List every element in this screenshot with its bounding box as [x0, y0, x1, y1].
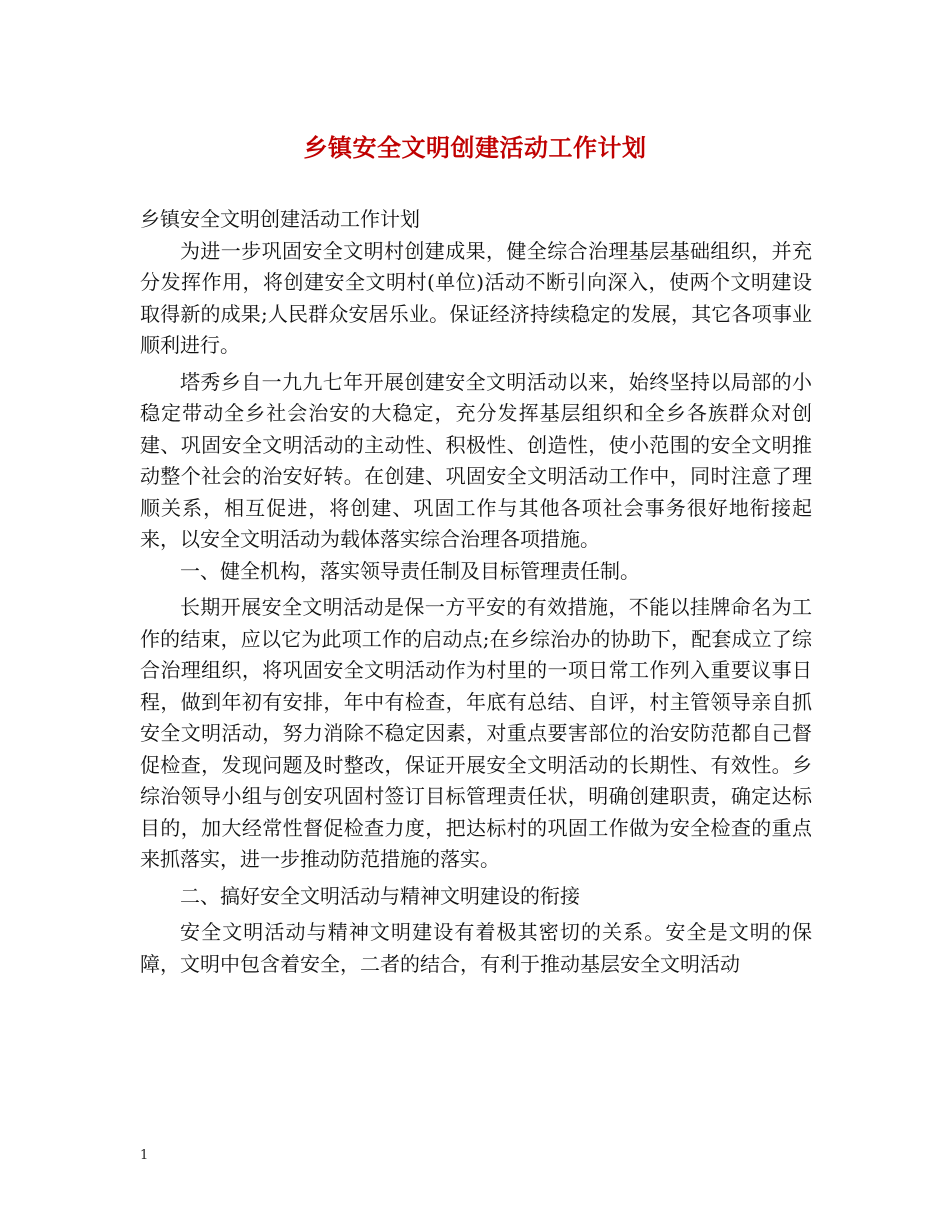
section-heading-1: 一、健全机构，落实领导责任制及目标管理责任制。 — [180, 558, 640, 583]
document-title: 乡镇安全文明创建活动工作计划 — [303, 133, 647, 162]
paragraph-section-1: 长期开展安全文明活动是保一方平安的有效措施，不能以挂牌命名为工作的结束，应以它为此项工作的启动点;在乡综治办的协助下，配套成立了综合治理组织，将巩固安全文明活动作为村里的一项日常工作列入重要议事日程，做到年初有安排，年中有检查，年底有总结、自评，村主管领导亲自抓安全文明活动，努力消除不稳定因素，对重点要害部位的治安防范都自己督促检查，发现问题及时整改，保证开展安全文明活动的长期性、有效性。乡综治领导小组与创安巩固村签订目标管理责任状，明确创建职责，确定达标目的，加大经常性督促检查力度，把达标村的巩固工作做为安全检查的重点来抓落实，进一步推动防范措施的落实。 — [140, 595, 812, 871]
document-body — [140, 204, 812, 980]
document-subtitle: 乡镇安全文明创建活动工作计划 — [140, 207, 420, 231]
paragraph-section-2: 安全文明活动与精神文明建设有着极其密切的关系。安全是文明的保障，文明中包含着安全，二者的结合，有利于推动基层安全文明活动 — [140, 920, 812, 976]
paragraph-background: 塔秀乡自一九九七年开展创建安全文明活动以来，始终坚持以局部的小稳定带动全乡社会治安的大稳定，充分发挥基层组织和全乡各族群众对创建、巩固安全文明活动的主动性、积极性、创造性，使小范围的安全文明推动整个社会的治安好转。在创建、巩固安全文明活动工作中，同时注意了理顺关系，相互促进，将创建、巩固工作与其他各项社会事务很好地衔接起来，以安全文明活动为载体落实综合治理各项措施。 — [140, 369, 812, 551]
page-number: 1 — [140, 1148, 149, 1163]
paragraph-intro: 为进一步巩固安全文明村创建成果，健全综合治理基层基础组织，并充分发挥作用，将创建安全文明村(单位)活动不断引向深入，使两个文明建设取得新的成果;人民群众安居乐业。保证经济持续稳定的发展，其它各项事业顺利进行。 — [140, 238, 812, 357]
section-heading-2: 二、搞好安全文明活动与精神文明建设的衔接 — [180, 883, 580, 908]
